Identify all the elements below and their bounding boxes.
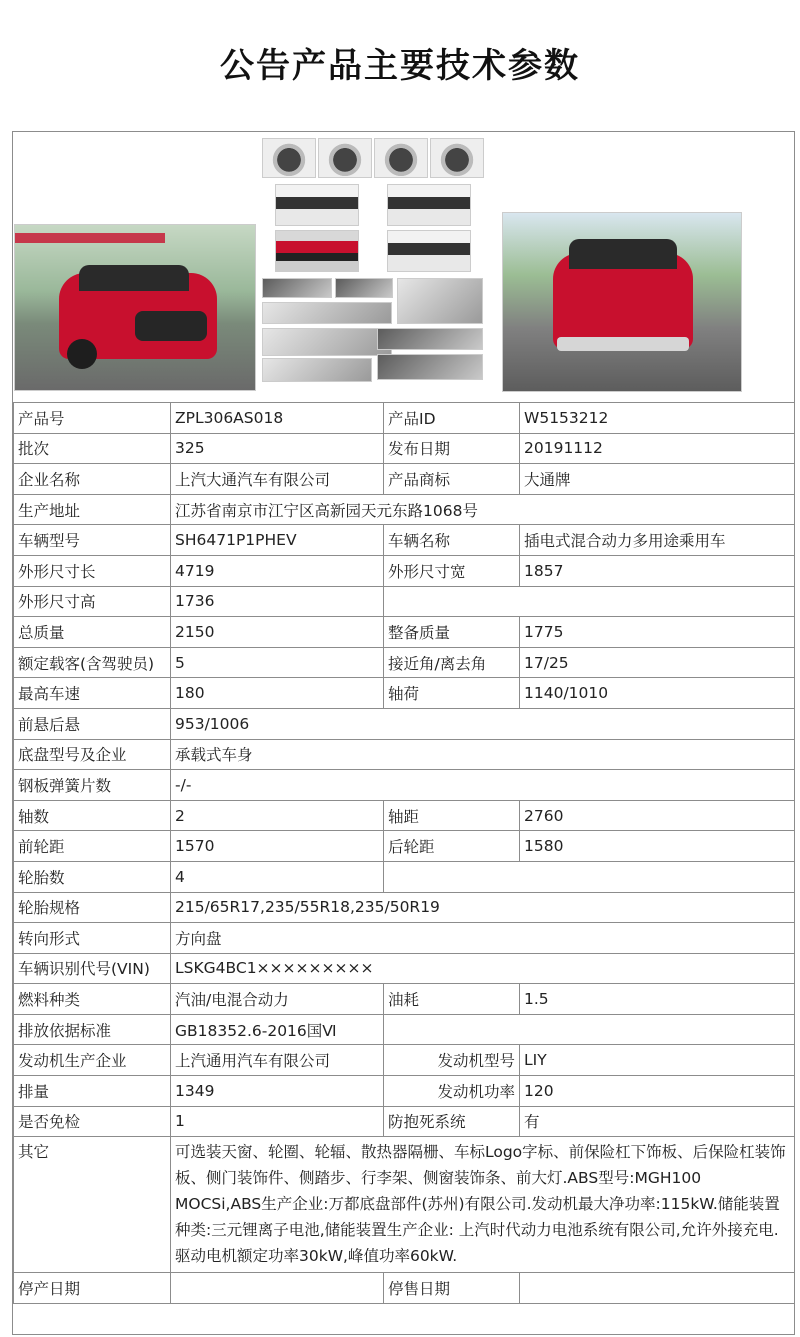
detail-photo-8 xyxy=(377,354,483,380)
table-row xyxy=(14,1273,795,1304)
cell-value: 有 xyxy=(520,1106,795,1137)
cell-value: 20191112 xyxy=(520,433,795,464)
cell-value: ZPL306AS018 xyxy=(171,403,384,434)
spec-sheet xyxy=(12,131,795,1335)
cell-label: 外形尺寸高 xyxy=(14,586,171,617)
cell-label: 额定载客(含驾驶员) xyxy=(14,647,171,678)
cell-label: 油耗 xyxy=(384,984,520,1015)
cell-label: 轴数 xyxy=(14,800,171,831)
grille-photo-3 xyxy=(275,230,359,272)
cell-empty xyxy=(384,586,795,617)
car-rear-photo xyxy=(502,212,742,392)
cell-value: 2 xyxy=(171,800,384,831)
cell-value: 1140/1010 xyxy=(520,678,795,709)
cell-value: 插电式混合动力多用途乘用车 xyxy=(520,525,795,556)
cell-value: 1349 xyxy=(171,1076,384,1107)
table-row xyxy=(14,831,795,862)
table-row xyxy=(14,1045,795,1076)
table-row xyxy=(14,953,795,984)
cell-value: GB18352.6-2016国Ⅵ xyxy=(171,1014,384,1045)
table-row xyxy=(14,586,795,617)
table-row xyxy=(14,1137,795,1273)
cell-value: 215/65R17,235/55R18,235/50R19 xyxy=(171,892,795,923)
cell-value: 上汽大通汽车有限公司 xyxy=(171,464,384,495)
table-row xyxy=(14,617,795,648)
cell-value xyxy=(171,1273,384,1304)
wheel-photo-4 xyxy=(430,138,484,178)
grille-photo-2 xyxy=(387,184,471,226)
cell-value: 江苏省南京市江宁区高新园天元东路1068号 xyxy=(171,494,795,525)
cell-value: 承载式车身 xyxy=(171,739,795,770)
cell-value: 2150 xyxy=(171,617,384,648)
wheel-photo-1 xyxy=(262,138,316,178)
detail-photo-7 xyxy=(262,358,372,382)
cell-value: 1 xyxy=(171,1106,384,1137)
cell-label: 钢板弹簧片数 xyxy=(14,770,171,801)
spec-table xyxy=(13,402,795,1304)
table-row xyxy=(14,647,795,678)
cell-label: 发布日期 xyxy=(384,433,520,464)
table-row xyxy=(14,403,795,434)
cell-label: 发动机功率 xyxy=(384,1076,520,1107)
cell-value xyxy=(520,1273,795,1304)
cell-label: 车辆识别代号(VIN) xyxy=(14,953,171,984)
cell-value: 4 xyxy=(171,861,384,892)
table-row xyxy=(14,525,795,556)
cell-label: 企业名称 xyxy=(14,464,171,495)
table-row xyxy=(14,984,795,1015)
table-row xyxy=(14,464,795,495)
cell-label: 转向形式 xyxy=(14,923,171,954)
cell-value: SH6471P1PHEV xyxy=(171,525,384,556)
cell-label: 产品ID xyxy=(384,403,520,434)
cell-value: -/- xyxy=(171,770,795,801)
cell-label: 最高车速 xyxy=(14,678,171,709)
other-description: 可选装天窗、轮圈、轮辐、散热器隔栅、车标Logo字标、前保险杠下饰板、后保险杠装饰板、侧门装饰件、侧踏步、行李架、侧窗装饰条、前大灯.ABS型号:MGH100 MOCSi,ABS生产企业:万都底盘部件(苏州)有限公司.发动机最大净功率:115kW.储能装置种类:三元锂离子电池,储能装置生产企业: 上汽时代动力电池系统有限公司,允许外接充电.驱动电机额定功率30kW,峰值功率60kW. xyxy=(171,1137,795,1273)
cell-label: 停售日期 xyxy=(384,1273,520,1304)
cell-label: 燃料种类 xyxy=(14,984,171,1015)
page-title: 公告产品主要技术参数 xyxy=(220,46,580,86)
cell-value: 大通牌 xyxy=(520,464,795,495)
table-row xyxy=(14,1106,795,1137)
wheel-photo-2 xyxy=(318,138,372,178)
cell-label: 批次 xyxy=(14,433,171,464)
cell-value: 953/1006 xyxy=(171,708,795,739)
detail-photo-6 xyxy=(377,328,483,350)
cell-label: 排量 xyxy=(14,1076,171,1107)
cell-label: 发动机生产企业 xyxy=(14,1045,171,1076)
table-row xyxy=(14,678,795,709)
cell-value: 1570 xyxy=(171,831,384,862)
table-row xyxy=(14,494,795,525)
cell-label: 前悬后悬 xyxy=(14,708,171,739)
detail-photo-1 xyxy=(262,278,332,298)
cell-value: 1775 xyxy=(520,617,795,648)
cell-label: 轴距 xyxy=(384,800,520,831)
cell-empty xyxy=(384,861,795,892)
cell-value: 5 xyxy=(171,647,384,678)
detail-photo-2 xyxy=(335,278,393,298)
cell-label: 底盘型号及企业 xyxy=(14,739,171,770)
table-row xyxy=(14,739,795,770)
cell-value: 17/25 xyxy=(520,647,795,678)
cell-label: 后轮距 xyxy=(384,831,520,862)
table-row xyxy=(14,708,795,739)
cell-value: LIY xyxy=(520,1045,795,1076)
cell-value: 1.5 xyxy=(520,984,795,1015)
cell-label: 接近角/离去角 xyxy=(384,647,520,678)
table-row xyxy=(14,892,795,923)
cell-value: 1736 xyxy=(171,586,384,617)
table-row xyxy=(14,1076,795,1107)
cell-label: 总质量 xyxy=(14,617,171,648)
cell-label: 产品号 xyxy=(14,403,171,434)
cell-label: 其它 xyxy=(14,1137,171,1273)
detail-photo-5 xyxy=(262,328,392,356)
cell-value: LSKG4BC1××××××××× xyxy=(171,953,795,984)
cell-label: 发动机型号 xyxy=(384,1045,520,1076)
table-row xyxy=(14,770,795,801)
cell-label: 前轮距 xyxy=(14,831,171,862)
cell-value: 上汽通用汽车有限公司 xyxy=(171,1045,384,1076)
detail-photo-3 xyxy=(397,278,483,324)
cell-empty xyxy=(384,1014,795,1045)
cell-label: 防抱死系统 xyxy=(384,1106,520,1137)
cell-label: 是否免检 xyxy=(14,1106,171,1137)
table-row xyxy=(14,1014,795,1045)
cell-label: 排放依据标准 xyxy=(14,1014,171,1045)
cell-label: 整备质量 xyxy=(384,617,520,648)
cell-label: 外形尺寸长 xyxy=(14,555,171,586)
cell-label: 停产日期 xyxy=(14,1273,171,1304)
cell-value: 180 xyxy=(171,678,384,709)
grille-photo-4 xyxy=(387,230,471,272)
cell-value: 4719 xyxy=(171,555,384,586)
cell-label: 车辆名称 xyxy=(384,525,520,556)
wheel-photo-3 xyxy=(374,138,428,178)
cell-value: 方向盘 xyxy=(171,923,795,954)
table-row xyxy=(14,800,795,831)
cell-label: 轮胎数 xyxy=(14,861,171,892)
cell-value: 325 xyxy=(171,433,384,464)
grille-photo-1 xyxy=(275,184,359,226)
cell-value: W5153212 xyxy=(520,403,795,434)
cell-label: 外形尺寸宽 xyxy=(384,555,520,586)
table-row xyxy=(14,861,795,892)
cell-value: 1580 xyxy=(520,831,795,862)
cell-value: 1857 xyxy=(520,555,795,586)
cell-label: 车辆型号 xyxy=(14,525,171,556)
cell-label: 轴荷 xyxy=(384,678,520,709)
car-front-photo xyxy=(14,224,256,391)
cell-label: 生产地址 xyxy=(14,494,171,525)
cell-value: 120 xyxy=(520,1076,795,1107)
cell-label: 轮胎规格 xyxy=(14,892,171,923)
photo-row xyxy=(13,132,794,403)
cell-value: 汽油/电混合动力 xyxy=(171,984,384,1015)
detail-photo-4 xyxy=(262,302,392,324)
table-row xyxy=(14,923,795,954)
table-row xyxy=(14,555,795,586)
table-row xyxy=(14,433,795,464)
cell-value: 2760 xyxy=(520,800,795,831)
cell-label: 产品商标 xyxy=(384,464,520,495)
